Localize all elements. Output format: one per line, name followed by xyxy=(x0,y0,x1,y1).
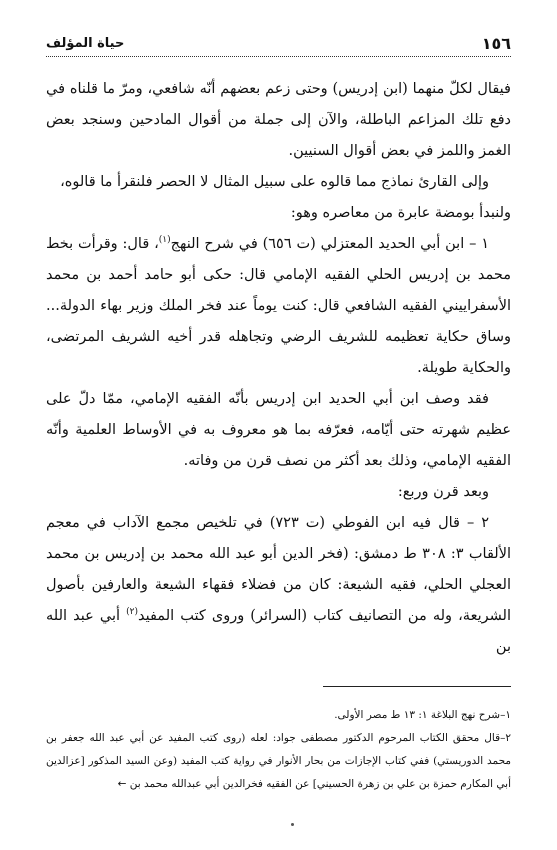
paragraph-ibn-al-fuwati-continued: أبي عبد الله بن xyxy=(46,608,511,655)
footnote-2 xyxy=(46,727,511,796)
page-header xyxy=(46,30,511,57)
footnote-2-text: ٢–قال محقق الكتاب المرحوم الدكتور مصطفى جواد: لعله (روى كتب المفيد عن أبي عبد الله جعفر بن محمد الدوريستي) ففي كتاب الإجازات من بحار الأنوار في رواية كتب المفيد (وعن السيد المذكور [عزالدين أبي المكارم حمزة بن علي بن زهرة الحسيني] عن الفقيه فخرالدين أبي عبدالله محمد بن xyxy=(46,732,511,790)
paragraph-readers-note-line1: وإلى القارئ نماذج مما قالوه على سبيل المثال لا الحصر فلنقرأ ما قالوه، xyxy=(60,174,489,190)
paragraph-ibn-al-fuwati-text: ٢ – قال فيه ابن الفوطي (ت ٧٢٣) في تلخيص مجمع الآداب في معجم الألقاب ٣: ٣٠٨ ط دمشق: (فخر الدين أبو عبد الله محمد بن إدريس بن محمد العجلي الحلي، فقيه الشيعة: كان من فضلاء فقهاء الشيعة والعارفين بأصول الشريعة، وله من التصانيف كتاب (السرائر) وروى كتب المفيد xyxy=(46,515,511,624)
main-text xyxy=(46,74,511,663)
footnotes xyxy=(46,704,511,796)
paragraph-ibn-abi-al-hadid-quote: ، قال: وقرأت بخط محمد بن إدريس الحلي الفقيه الإمامي قال: حكى أبو حامد أحمد بن محمد الأسفراييني الفقيه الشافعي قال: كنت يوماً عند فخر الملك وزير بهاء الدولة... وساق حكاية تعظيمه للشريف الرضي وتجاهله قدر أخيه الشريف المرتضى، والحكاية طويلة. xyxy=(46,236,511,376)
scan-speck xyxy=(291,823,294,826)
page-number: ١٥٦ xyxy=(481,33,511,53)
paragraph-ibn-al-fuwati xyxy=(46,508,511,663)
paragraph-readers-note-line2: ولنبدأ بومضة عابرة من معاصره وهو: xyxy=(290,205,511,221)
paragraph-ibn-abi-al-hadid xyxy=(46,229,511,384)
paragraph-century-note: وبعد قرن وربع: xyxy=(397,484,489,500)
paragraph-ibn-abi-al-hadid-text: ١ – ابن أبي الحديد المعتزلي (ت ٦٥٦) في شرح النهج xyxy=(170,236,489,252)
footnote-ref-2[interactable]: (٢) xyxy=(126,607,138,618)
continuation-arrow-icon: ← xyxy=(117,778,127,790)
footnote-1: ١–شرح نهج البلاغة ١: ١٣ ط مصر الأولى. xyxy=(334,709,511,721)
running-title: حياة المؤلف xyxy=(46,35,125,51)
paragraph-commentary: فقد وصف ابن أبي الحديد ابن إدريس بأنّه الفقيه الإمامي، ممّا دلّ على عظيم شهرته حتى أيّامه، فعرّفه بما هو معروف به في الأوساط العلمية وأنّه الفقيه الإمامي، وذلك بعد أكثر من نصف قرن من وفاته. xyxy=(46,391,511,469)
footnote-ref-1[interactable]: (١) xyxy=(158,235,171,246)
paragraph-readers-note xyxy=(46,167,511,229)
footnote-separator xyxy=(323,686,511,687)
paragraph-intro: فيقال لكلّ منهما (ابن إدريس) وحتى زعم بعضهم أنّه شافعي، ومرّ ما قلناه في دفع تلك المزاعم الباطلة، والآن إلى جملة من أقوال المادحين وسنجد بعض الغمز واللمز في بعض أقوال السنيين. xyxy=(46,81,511,159)
